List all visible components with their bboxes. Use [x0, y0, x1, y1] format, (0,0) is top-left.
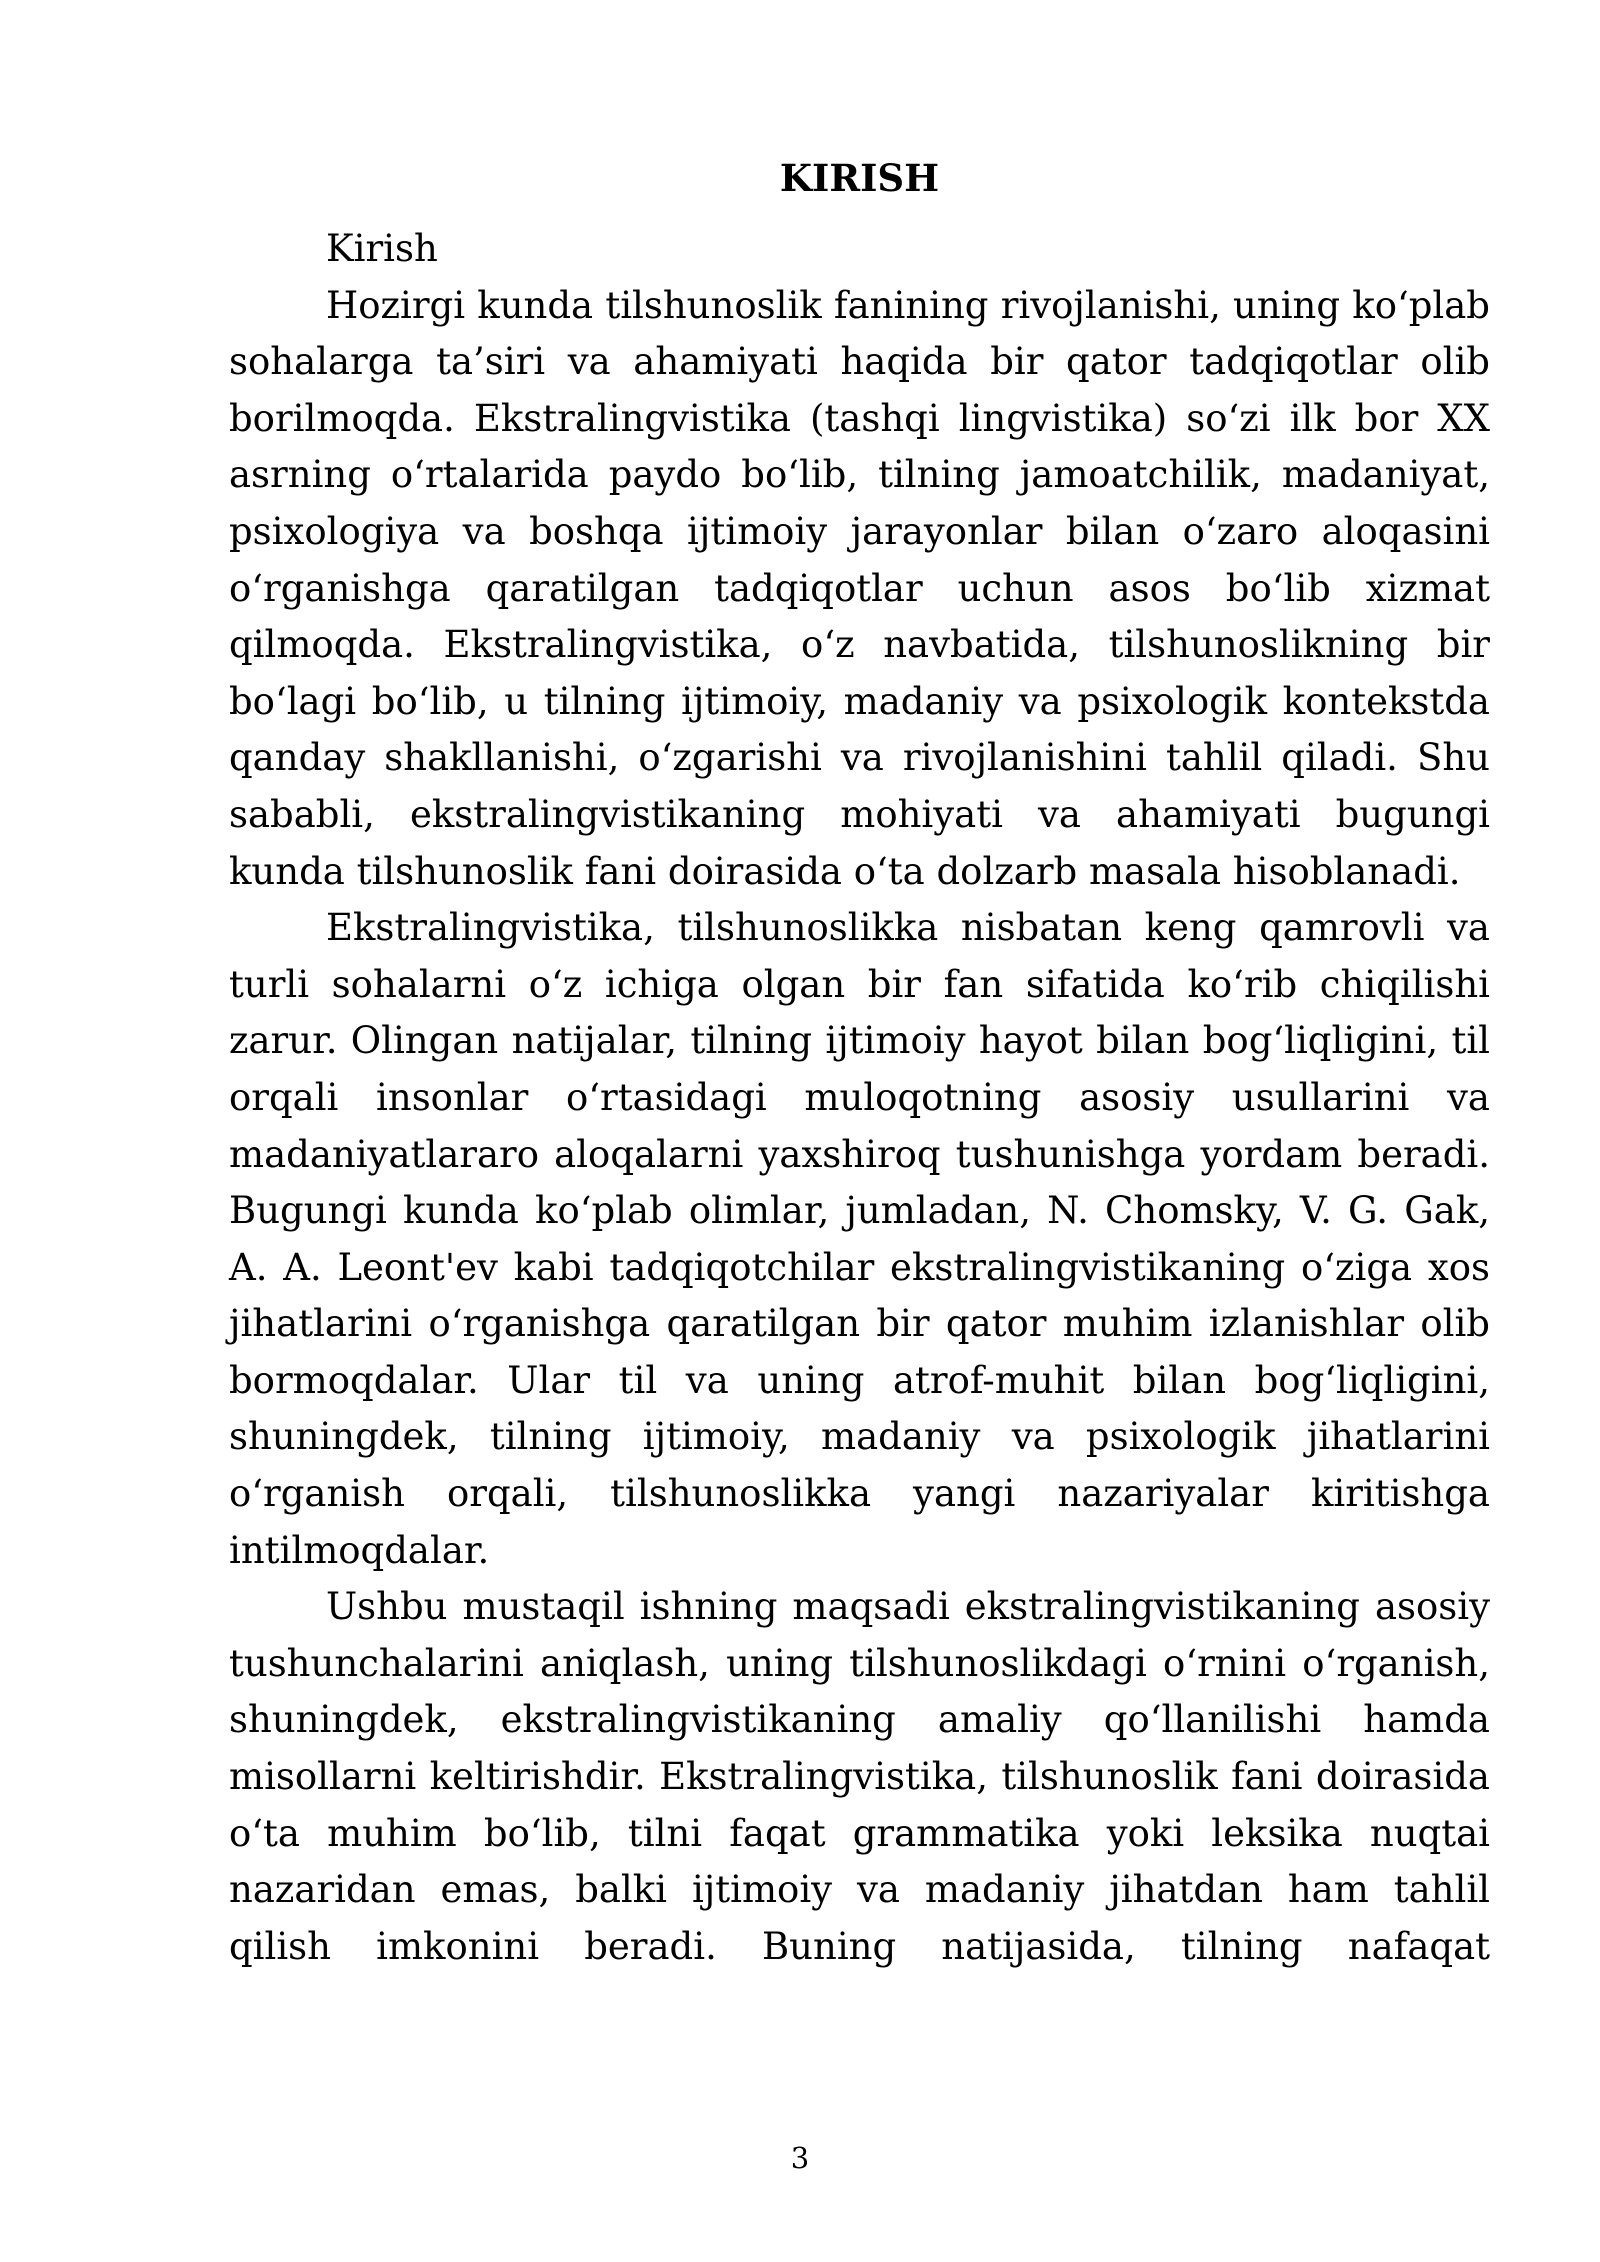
body-paragraph-1: Hozirgi kunda tilshunoslik fanining rivojlanishi, uning ko‘plab sohalarga ta’siri va ahamiyati haqida bir qator tadqiqotlar olib borilmoqda. Ekstralingvistika (tashqi lingvistika) so‘zi ilk bor XX asrning o‘rtalarida paydo bo‘lib, tilning jamoatchilik, madaniyat, psixologiya va boshqa ijtimoiy jarayonlar bilan o‘zaro aloqasini o‘rganishga qaratilgan tadqiqotlar uchun asos bo‘lib xizmat qilmoqda. Ekstralingvistika, o‘z navbatida, tilshunoslikning bir bo‘lagi bo‘lib, u tilning ijtimoiy, madaniy va psixologik kontekstda qanday shakllanishi, o‘zgarishi va rivojlanishini tahlil qiladi. Shu sababli, ekstralingvistikaning mohiyati va ahamiyati bugungi kunda tilshunoslik fani doirasida o‘ta dolzarb masala hisoblanadi. [229, 283, 1490, 893]
page-number: 3 [790, 2141, 810, 2175]
section-heading: KIRISH [779, 156, 940, 200]
subheading-paragraph: Kirish [326, 227, 438, 270]
page-content [229, 150, 1490, 1975]
body-paragraph-3: Ushbu mustaqil ishning maqsadi ekstralingvistikaning asosiy tushunchalarini aniqlash, uning tilshunoslikdagi o‘rnini o‘rganish, shuningdek, ekstralingvistikaning amaliy qo‘llanilishi hamda misollarni keltirishdir. Ekstralingvistika, tilshunoslik fani doirasida o‘ta muhim bo‘lib, tilni faqat grammatika yoki leksika nuqtai nazaridan emas, balki ijtimoiy va madaniy jihatdan ham tahlil qilish imkonini beradi. Buning natijasida, tilning nafaqat [229, 1585, 1490, 1968]
body-paragraph-2: Ekstralingvistika, tilshunoslikka nisbatan keng qamrovli va turli sohalarni o‘z ichiga olgan bir fan sifatida ko‘rib chiqilishi zarur. Olingan natijalar, tilning ijtimoiy hayot bilan bog‘liqligini, til orqali insonlar o‘rtasidagi muloqotning asosiy usullarini va madaniyatlararo aloqalarni yaxshiroq tushunishga yordam beradi. Bugungi kunda ko‘plab olimlar, jumladan, N. Chomsky, V. G. Gak, A. A. Leont'ev kabi tadqiqotchilar ekstralingvistikaning o‘ziga xos jihatlarini o‘rganishga qaratilgan bir qator muhim izlanishlar olib bormoqdalar. Ular til va uning atrof-muhit bilan bog‘liqligini, shuningdek, tilning ijtimoiy, madaniy va psixologik jihatlarini o‘rganish orqali, tilshunoslikka yangi nazariyalar kiritishga intilmoqdalar. [229, 906, 1490, 1572]
